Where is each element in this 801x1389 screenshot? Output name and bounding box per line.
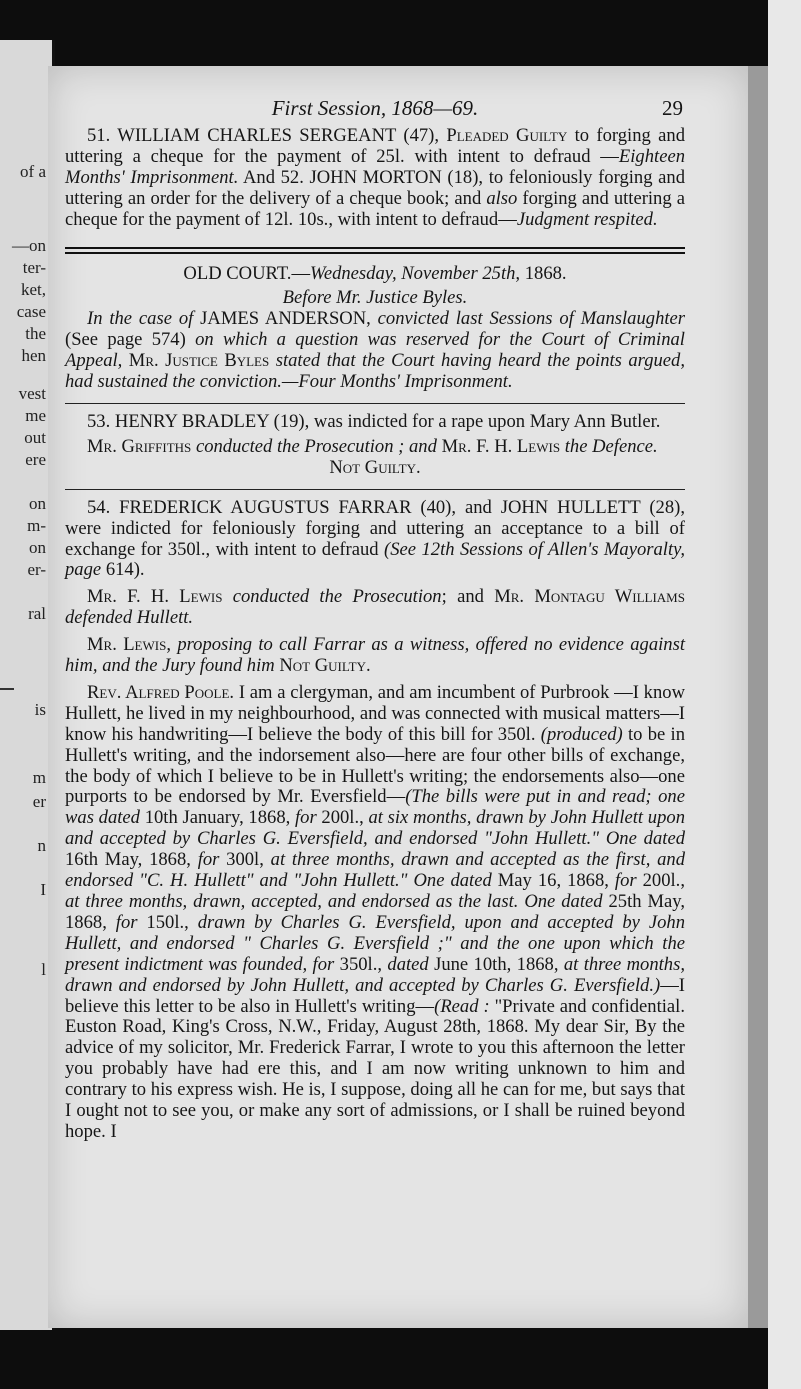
margin-fragment: ere bbox=[25, 450, 46, 469]
page-number: 29 bbox=[662, 96, 683, 120]
charge-text-2: And 52. JOHN MORTON (18), to feloniously forging and uttering an order for the delivery of a cheque book; and bbox=[65, 166, 685, 209]
margin-fragment: m- bbox=[27, 516, 46, 535]
margin-fragment: vest bbox=[18, 384, 46, 403]
margin-fragment: on bbox=[29, 538, 46, 557]
case-54-lewis: Mr. Lewis, proposing to call Farrar as a witness, offered no evidence against him, and the Jury found him Not Guilty. bbox=[65, 634, 685, 677]
running-header bbox=[65, 98, 685, 126]
judge-line: Before Mr. Justice Byles. bbox=[282, 287, 468, 309]
plea: Pleaded Guilty bbox=[446, 125, 568, 146]
judgment: Judgment respited. bbox=[516, 208, 658, 230]
sentence: Eighteen Months' Imprisonment. bbox=[65, 145, 685, 188]
margin-fragment: on bbox=[29, 494, 46, 513]
margin-fragment: n bbox=[37, 836, 46, 855]
margin-fragment: case bbox=[16, 302, 46, 321]
margin-fragment: of a bbox=[20, 162, 46, 181]
case-number: 51. bbox=[87, 125, 111, 146]
margin-fragment: ter- bbox=[22, 258, 46, 277]
margin-fragment: ral bbox=[28, 604, 46, 623]
case-53-verdict: Not Guilty. bbox=[329, 456, 421, 478]
margin-fragment: er- bbox=[27, 560, 46, 579]
double-rule bbox=[65, 247, 685, 254]
case-53-paragraph: 53. HENRY BRADLEY (19), was indicted for a rape upon Mary Ann Butler. bbox=[87, 410, 661, 432]
margin-fragment: hen bbox=[21, 346, 46, 365]
scanner-background bbox=[768, 0, 801, 1389]
margin-fragment: ket, bbox=[20, 280, 46, 299]
case-54-paragraph: 54. FREDERICK AUGUSTUS FARRAR (40), and JOHN HULLETT (28), were indicted for feloniously forging and uttering an acceptance to a bill of exchange for 350l., with intent to defraud (See 12th Sessions of Allen's Mayoralty, page 614). bbox=[65, 496, 685, 581]
previous-page-edge bbox=[0, 40, 55, 1330]
text-column bbox=[65, 98, 685, 1143]
section-rule bbox=[65, 489, 685, 490]
margin-fragment: is bbox=[34, 700, 46, 719]
margin-fragment: —on bbox=[12, 236, 46, 255]
case-51-paragraph bbox=[65, 126, 685, 231]
court-heading: OLD COURT.—Wednesday, November 25th, 1868. bbox=[183, 262, 567, 284]
margin-fragment: l bbox=[41, 960, 46, 979]
running-title: First Session, 1868—69. bbox=[271, 96, 479, 120]
margin-rule bbox=[0, 688, 14, 690]
page-edge-shadow bbox=[748, 66, 768, 1328]
case-53-counsel: Mr. Griffiths conducted the Prosecution ; and Mr. F. H. Lewis the Defence. bbox=[87, 435, 658, 457]
section-rule bbox=[65, 403, 685, 404]
charge-text-3: forging and uttering a cheque for the payment of 12l. 10s., with intent to defraud— bbox=[65, 187, 685, 230]
case-54-counsel: Mr. F. H. Lewis conducted the Prosecution; and Mr. Montagu Williams defended Hullett. bbox=[65, 586, 685, 629]
margin-fragment: out bbox=[24, 428, 46, 447]
margin-fragment: the bbox=[25, 324, 46, 343]
charge-text: to forging and uttering a cheque for the payment of 25l. with intent to defraud — bbox=[65, 125, 686, 167]
margin-fragment: er bbox=[32, 792, 46, 811]
defendant-name: WILLIAM CHARLES SERGEANT (47), bbox=[117, 125, 440, 146]
margin-fragment: me bbox=[25, 406, 46, 425]
anderson-paragraph: In the case of JAMES ANDERSON, convicted last Sessions of Manslaughter (See page 574) on which a question was reserved for the Court of Criminal Appeal, Mr. Justice Byles stated that the Court having heard the points argued, had sustained the conviction.—Four Months' Imprisonment. bbox=[65, 308, 686, 393]
evidence-paragraph: Rev. Alfred Poole. I am a clergyman, and am incumbent of Purbrook —I know Hullett, he lived in my neighbourhood, and was connected with musical matters—I know his handwriting—I believe the body of this bill for 350l. (produced) to be in Hullett's writing, and the indorsement also—here are four other bills of exchange, the body of which I believe to be in Hullett's writing; the endorsements also—one purports to be endorsed by Mr. Eversfield—(The bills were put in and read; one was dated 10th January, 1868, for 200l., at six months, drawn by John Hullett upon and accepted by Charles G. Eversfield, and endorsed "John Hullett." One dated 16th May, 1868, for 300l, at three months, drawn and accepted as the first, and endorsed "C. H. Hullett" and "John Hullett." One dated May 16, 1868, for 200l., at three months, drawn, accepted, and endorsed as the last. One dated 25th May, 1868, for 150l., drawn by Charles G. Eversfield, upon and accepted by John Hullett, and endorsed " Charles G. Eversfield ;" and the one upon which the present indictment was founded, for 350l., dated June 10th, 1868, at three months, drawn and endorsed by John Hullett, and accepted by Charles G. Eversfield.)—I believe this letter to be also in Hullett's writing—(Read : "Private and confidential. Euston Road, King's Cross, N.W., Friday, August 28th, 1868. My dear Sir, By the advice of my solicitor, Mr. Frederick Farrar, I wrote to you this afternoon the letter you probably have had ere this, and I am now writing unknown to him and contrary to his express wish. He is, I suppose, doing all he can for me, but says that I ought not to see you, or make any sort of admissions, or I shall be ruined beyond hope. I bbox=[65, 681, 686, 1142]
also-word: also bbox=[486, 187, 518, 209]
margin-fragment: m bbox=[32, 768, 46, 787]
margin-fragment: I bbox=[40, 880, 46, 899]
